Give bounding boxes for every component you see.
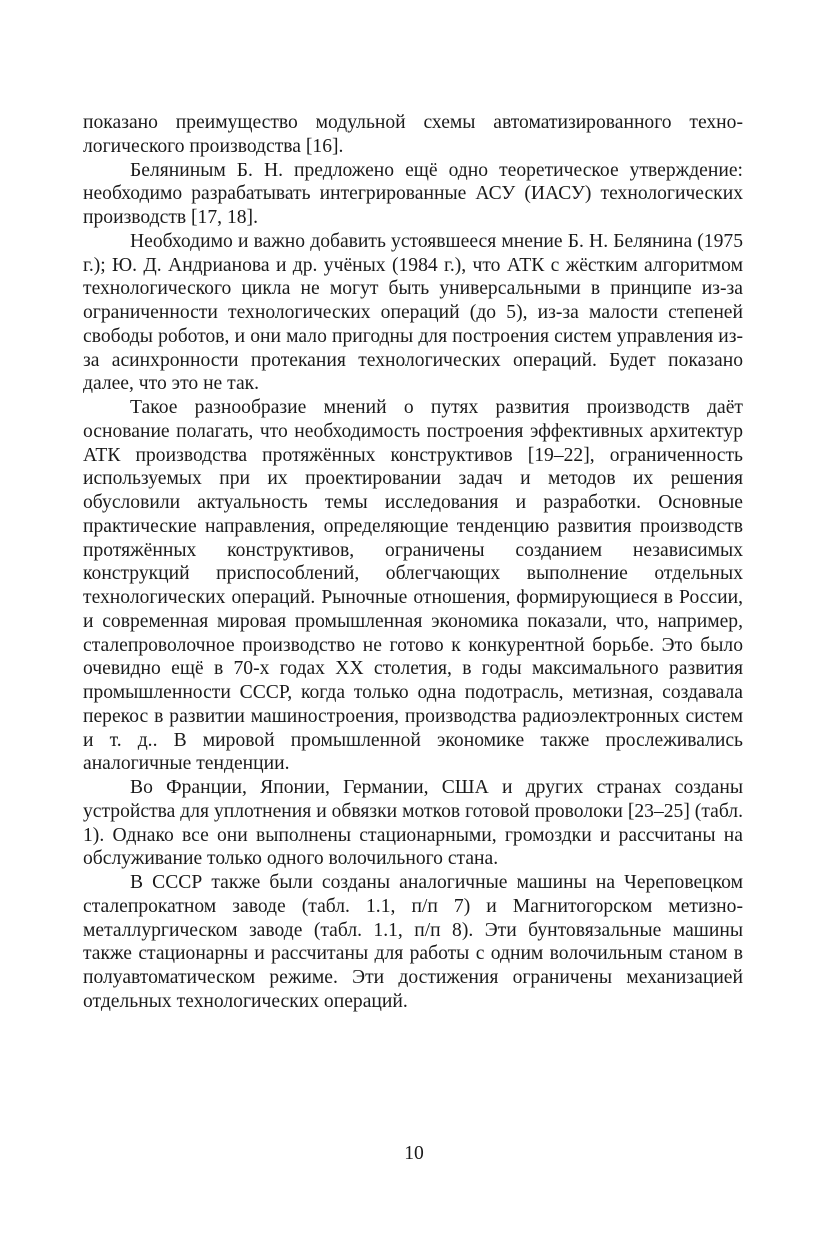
paragraph-variety-of-opinions: Такое разнообразие мнений о путях развития производств даёт основание полагать, что необходимость построения эффективных архитектур АТК производства протяжённых конструктивов [19–22], ограниченность используемых при их проектировании задач и методов их решения обусловили актуальность темы исследования и разработки. Основные практические направления, определяющие тенденцию развития производств протяжённых конструктивов, ограничены созданием независимых конструкций приспособлений, облегчающих выполнение отдельных технологических операций. Рыночные отношения, формирующиеся в России, и современная мировая промышленная экономика показали, что, например, сталепроволочное производство не готово к конкурентной борьбе. Это было очевидно ещё в 70-х годах XX столетия, в годы максимального развития промышленности СССР, когда только одна подотрасль, метизная, создавала перекос в развитии машиностроения, производства радиоэлектронных систем и т. д.. В мировой промышленной экономике также прослеживались аналогичные тенденции.: [83, 397, 743, 775]
paragraph-ussr-machines: В СССР также были созданы аналогичные машины на Череповецком сталепрокатном заводе (табл. 1.1, п/п 7) и Магнитогорском метизно-металлургическом заводе (табл. 1.1, п/п 8). Эти бунтовязальные машины также стационарны и рассчитаны для работы с одним волочильным станом в полуавтоматическом режиме. Эти достижения ограничены механизацией отдельных технологических операций.: [83, 872, 743, 1012]
paragraph-belyanin-statement: Беляниным Б. Н. предложено ещё одно теоретическое утверждение: необходимо разрабатывать интегрированные АСУ (ИАСУ) технологических производств [17, 18].: [83, 159, 743, 228]
paragraph-established-opinion: Необходимо и важно добавить устоявшееся мнение Б. Н. Белянина (1975 г.); Ю. Д. Андрианова и др. учёных (1984 г.), что АТК с жёстким алгоритмом технологического цикла не могут быть универсальными в принципе из-за ограниченности технологических операций (до 5), из-за малости степеней свободы роботов, и они мало пригодны для построения систем управления из-за асинхронности протекания технологических операций. Будет показано далее, что это не так.: [83, 230, 743, 395]
paragraph-continuation: показано преимущество модульной схемы автоматизированного технологического производства [16].: [83, 112, 743, 157]
body-text: [83, 111, 743, 1014]
page-number: 10: [404, 1143, 424, 1164]
paragraph-foreign-devices: Во Франции, Японии, Германии, США и других странах созданы устройства для уплотнения и обвязки мотков готовой проволоки [23–25] (табл. 1). Однако все они выполнены стационарными, громоздки и рассчитаны на обслуживание только одного волочильного стана.: [83, 777, 743, 870]
